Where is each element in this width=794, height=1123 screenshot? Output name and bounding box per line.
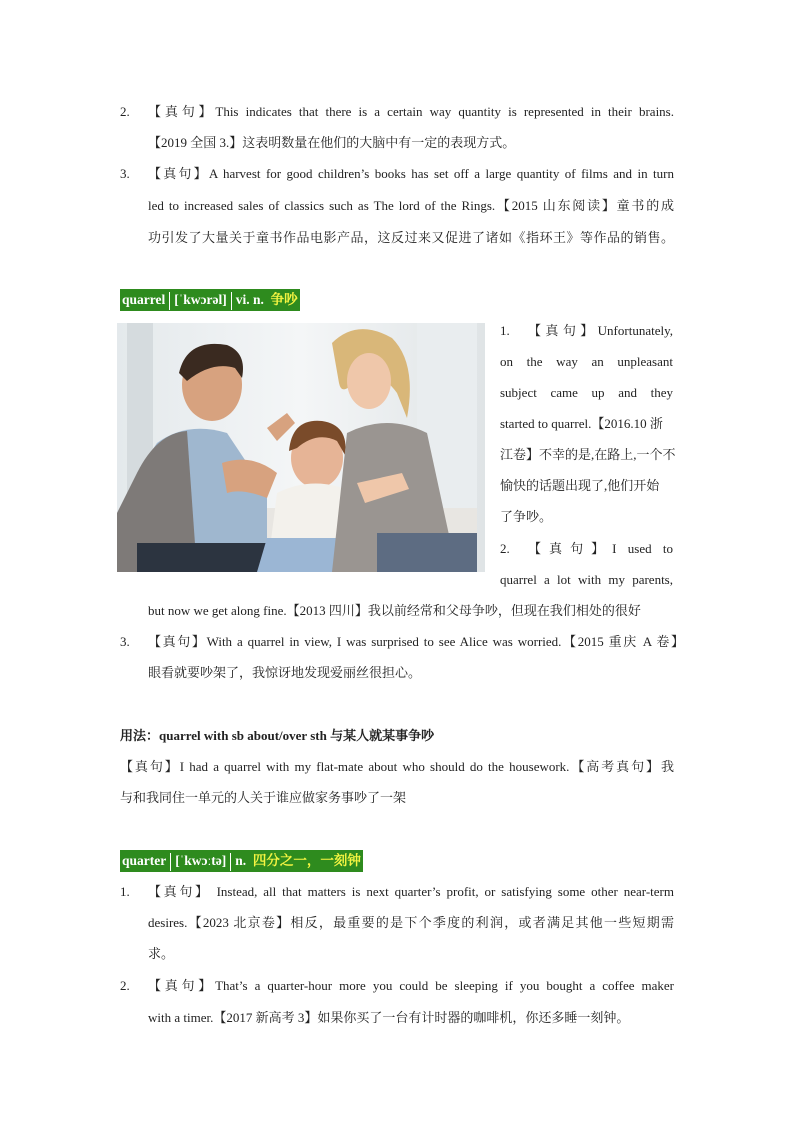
example-sentence-en: started to quarrel.【2016.10 浙 — [500, 416, 663, 431]
example-sentence-en: 【真句】That’s a quarter-hour more you could be sleeping if you bought a coffee maker — [148, 978, 674, 993]
family-quarrel-photo — [117, 323, 485, 572]
example-sentence-en: but now we get along fine.【2013 四川】我以前经常和父母争吵，但现在我们相处的很好 — [148, 603, 641, 618]
example-sentence-en: 【真句】Unfortunately, — [528, 323, 673, 338]
list-number: 2. — [500, 541, 510, 556]
example-sentence-zh: desires.【2023 北京卷】相反，最重要的是下个季度的利润，或者满足其他一些短期需 — [148, 915, 674, 930]
vocab-meaning: 争吵 — [270, 292, 298, 308]
vocab-phonetic: [ˈkwɔːtə] — [175, 853, 227, 868]
vocab-pos: n. — [235, 853, 247, 868]
list-number: 2. — [120, 104, 130, 119]
example-sentence-en: 【真句】With a quarrel in view, I was surprised to see Alice was worried.【2015 重庆 A 卷】 — [148, 634, 684, 649]
vocab-meaning: 四分之一，一刻钟 — [252, 853, 361, 869]
list-number: 3. — [120, 634, 130, 649]
example-sentence-zh: 眼看就要吵架了，我惊讶地发现爱丽丝很担心。 — [148, 665, 422, 680]
vocab-heading-quarter — [120, 850, 363, 872]
example-sentence-zh: 功引发了大量关于童书作品电影产品，这反过来又促进了诸如《指环王》等作品的销售。 — [148, 230, 674, 245]
example-sentence-en: 【真句】I used to — [528, 541, 673, 556]
list-number: 2. — [120, 978, 130, 993]
vocab-heading-quarrel — [120, 289, 300, 311]
list-number: 1. — [500, 323, 510, 338]
example-sentence-zh: 求。 — [148, 946, 175, 961]
vocab-pos: vi. n. — [235, 292, 264, 307]
example-sentence-zh: 愉快的话题出现了,他们开始 — [500, 478, 660, 493]
example-sentence-zh: 【2019 全国 3.】这表明数量在他们的大脑中有一定的表现方式。 — [148, 135, 516, 150]
example-sentence-en: on the way an unpleasant — [500, 354, 673, 369]
example-sentence-en: subject came up and they — [500, 385, 673, 400]
example-sentence-en: 【真句】This indicates that there is a certain way quantity is represented in their brains. — [148, 104, 674, 119]
example-sentence-zh: 与和我同住一单元的人关于谁应做家务事吵了一架 — [120, 790, 407, 805]
example-sentence-zh: 了争吵。 — [500, 509, 553, 524]
vocab-word: quarrel — [122, 292, 166, 307]
example-sentence-zh: 江卷】不幸的是,在路上,一个不 — [500, 447, 676, 462]
example-sentence-en: 【真句】A harvest for good children’s books has set off a large quantity of films and in turn — [148, 166, 674, 181]
example-sentence-en: led to increased sales of classics such as The lord of the Rings.【2015 山东阅读】童书的成 — [148, 198, 674, 213]
example-sentence-en: 【真句】 Instead, all that matters is next quarter’s profit, or satisfying some other near-term — [148, 884, 674, 899]
example-sentence-en: 【真句】I had a quarrel with my flat-mate about who should do the housework.【高考真句】我 — [120, 759, 674, 774]
example-sentence-zh: with a timer.【2017 新高考 3】如果你买了一台有计时器的咖啡机，你还多睡一刻钟。 — [148, 1010, 630, 1025]
list-number: 3. — [120, 166, 130, 181]
list-number: 1. — [120, 884, 130, 899]
example-sentence-en: quarrel a lot with my parents, — [500, 572, 673, 587]
usage-title: 用法：quarrel with sb about/over sth 与某人就某事争吵 — [120, 728, 435, 743]
vocab-word: quarter — [122, 853, 167, 868]
vocab-phonetic: [ˈkwɔrəl] — [174, 292, 227, 307]
